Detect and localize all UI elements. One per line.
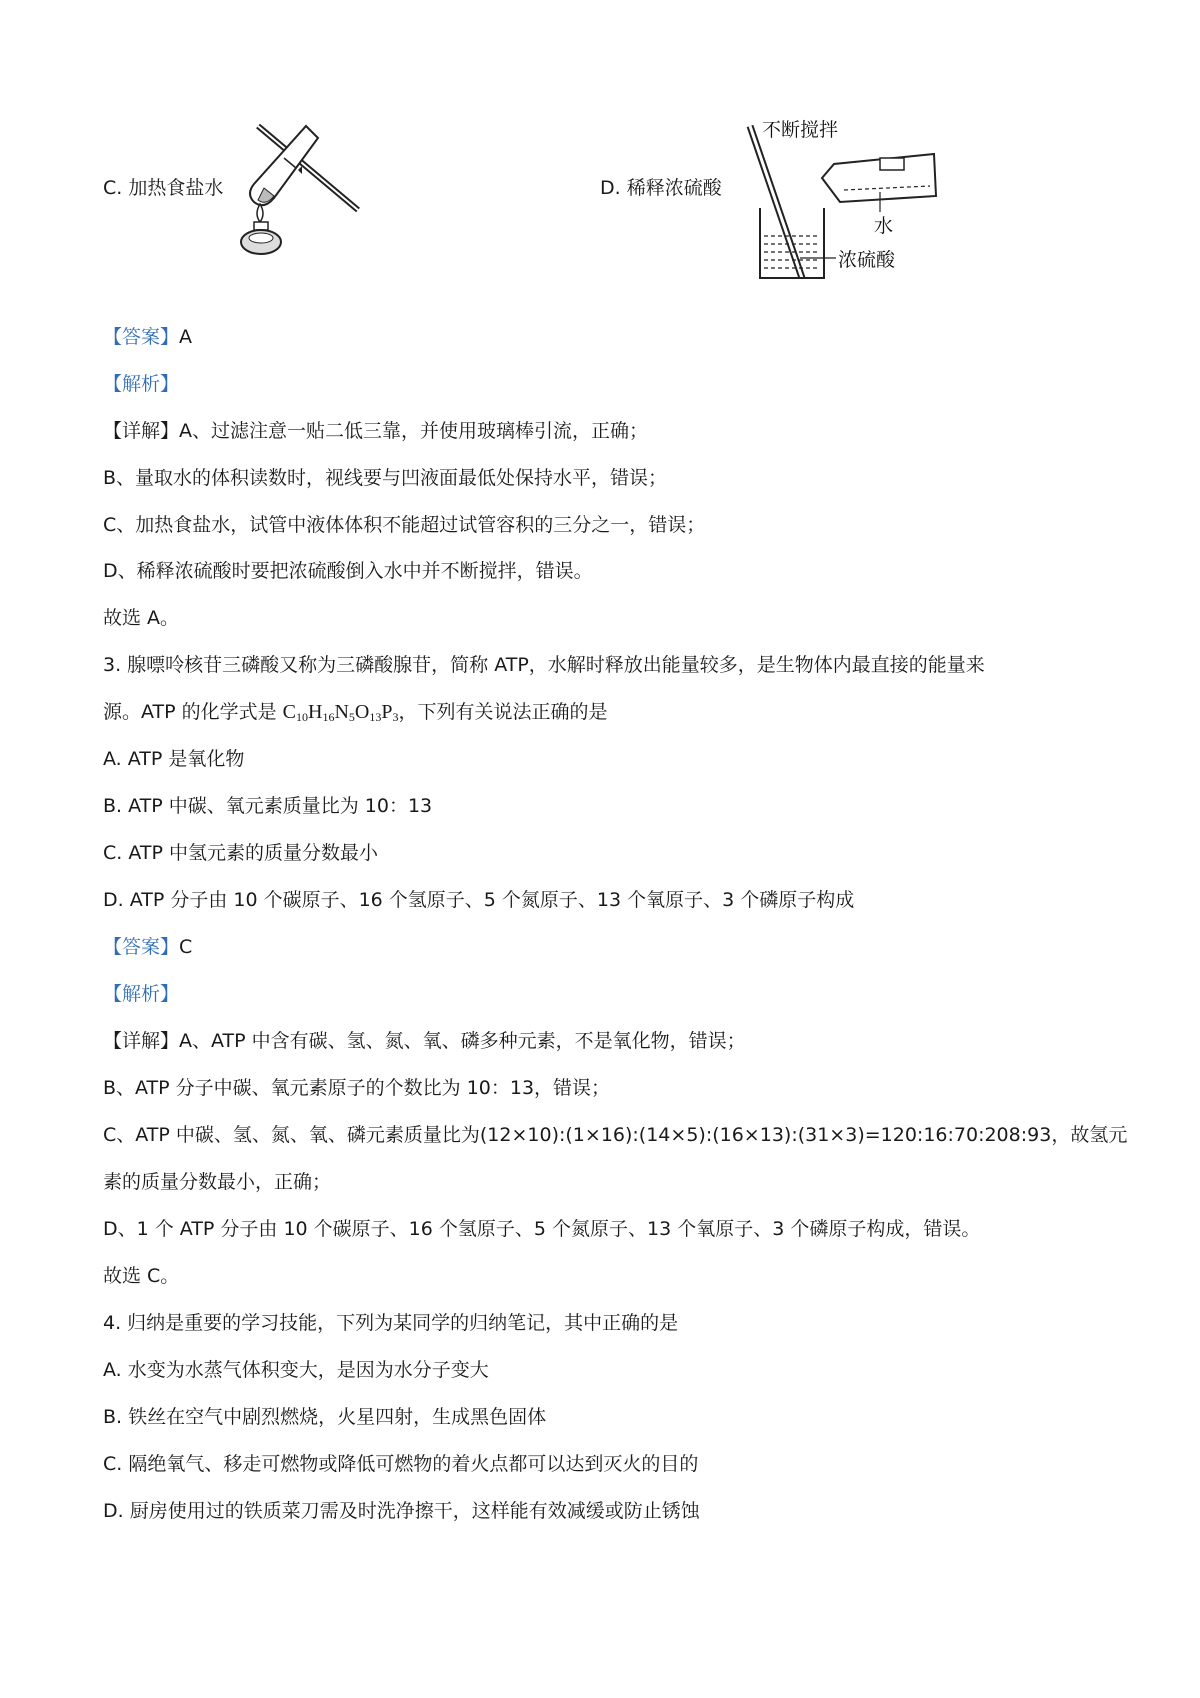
q4-stem: 4. 归纳是重要的学习技能，下列为某同学的归纳笔记，其中正确的是 (103, 1312, 679, 1334)
q4-option-d: D. 厨房使用过的铁质菜刀需及时洗净擦干，这样能有效减缓或防止锈蚀 (103, 1500, 700, 1522)
q2-conclusion: 故选 A。 (103, 607, 180, 629)
q3-option-a: A. ATP 是氧化物 (103, 748, 245, 770)
dilute-sulfuric-acid-figure (740, 118, 940, 288)
q3-stem-line1: 3. 腺嘌呤核苷三磷酸又称为三磷酸腺苷，简称 ATP，水解时释放出能量较多，是生物体内最直接的能量来 (103, 654, 985, 676)
q2-analysis-tag: 【解析】 (103, 373, 180, 395)
stir-label: 不断搅拌 (762, 119, 839, 141)
q3-detail-line: 素的质量分数最小，正确； (103, 1171, 332, 1193)
q3-conclusion: 故选 C。 (103, 1265, 180, 1287)
q2-detail-line: B、量取水的体积读数时，视线要与凹液面最低处保持水平，错误； (103, 467, 668, 489)
q3-answer (103, 934, 192, 960)
q3-detail-line (103, 1028, 746, 1054)
option-d-label: D. 稀释浓硫酸 (600, 177, 722, 199)
q4-option-a: A. 水变为水蒸气体积变大，是因为水分子变大 (103, 1359, 489, 1381)
q4-option-c: C. 隔绝氧气、移走可燃物或降低可燃物的着火点都可以达到灭火的目的 (103, 1453, 699, 1475)
detail-tag: 【详解】 (103, 420, 180, 442)
q3-analysis-tag: 【解析】 (103, 983, 180, 1005)
answer-tag: 【答案】 (103, 936, 180, 958)
q3-option-b: B. ATP 中碳、氧元素质量比为 10：13 (103, 795, 433, 817)
q2-detail-line: D、稀释浓硫酸时要把浓硫酸倒入水中并不断搅拌，错误。 (103, 560, 593, 582)
detail-text: A、ATP 中含有碳、氢、氮、氧、磷多种元素，不是氧化物，错误； (179, 1030, 746, 1052)
atp-formula: $C_{10}H_{16}N_5O_{13}P_3$ (282, 701, 399, 724)
answer-tag: 【答案】 (103, 326, 180, 348)
stem-prefix: 源。ATP 的化学式是 (103, 701, 283, 723)
q3-detail-line: C、ATP 中碳、氢、氮、氧、磷元素质量比为(12×10):(1×16):(14×5):(16×13):(31×3)=120:16:70:208:93，故氢元 (103, 1124, 1128, 1146)
q2-answer (103, 324, 192, 350)
stem-suffix: ，下列有关说法正确的是 (398, 701, 608, 723)
answer-value: A (179, 326, 193, 348)
q3-detail-line: D、1 个 ATP 分子由 10 个碳原子、16 个氢原子、5 个氮原子、13 个氧原子、3 个磷原子构成，错误。 (103, 1218, 981, 1240)
detail-tag: 【详解】 (103, 1030, 180, 1052)
water-label: 水 (874, 215, 894, 237)
heating-test-tube-figure (238, 118, 366, 258)
q3-option-c: C. ATP 中氢元素的质量分数最小 (103, 842, 378, 864)
option-c-label: C. 加热食盐水 (103, 177, 224, 199)
q3-option-d: D. ATP 分子由 10 个碳原子、16 个氢原子、5 个氮原子、13 个氧原子、3 个磷原子构成 (103, 889, 855, 911)
q4-option-b: B. 铁丝在空气中剧烈燃烧，火星四射，生成黑色固体 (103, 1406, 547, 1428)
q3-stem-line2 (103, 699, 608, 725)
q2-detail-line (103, 418, 648, 444)
answer-value: C (179, 936, 193, 958)
acid-label: 浓硫酸 (838, 249, 896, 271)
q3-detail-line: B、ATP 分子中碳、氧元素原子的个数比为 10：13，错误； (103, 1077, 611, 1099)
q2-detail-line: C、加热食盐水，试管中液体体积不能超过试管容积的三分之一，错误； (103, 514, 706, 536)
detail-text: A、过滤注意一贴二低三靠，并使用玻璃棒引流，正确； (179, 420, 649, 442)
